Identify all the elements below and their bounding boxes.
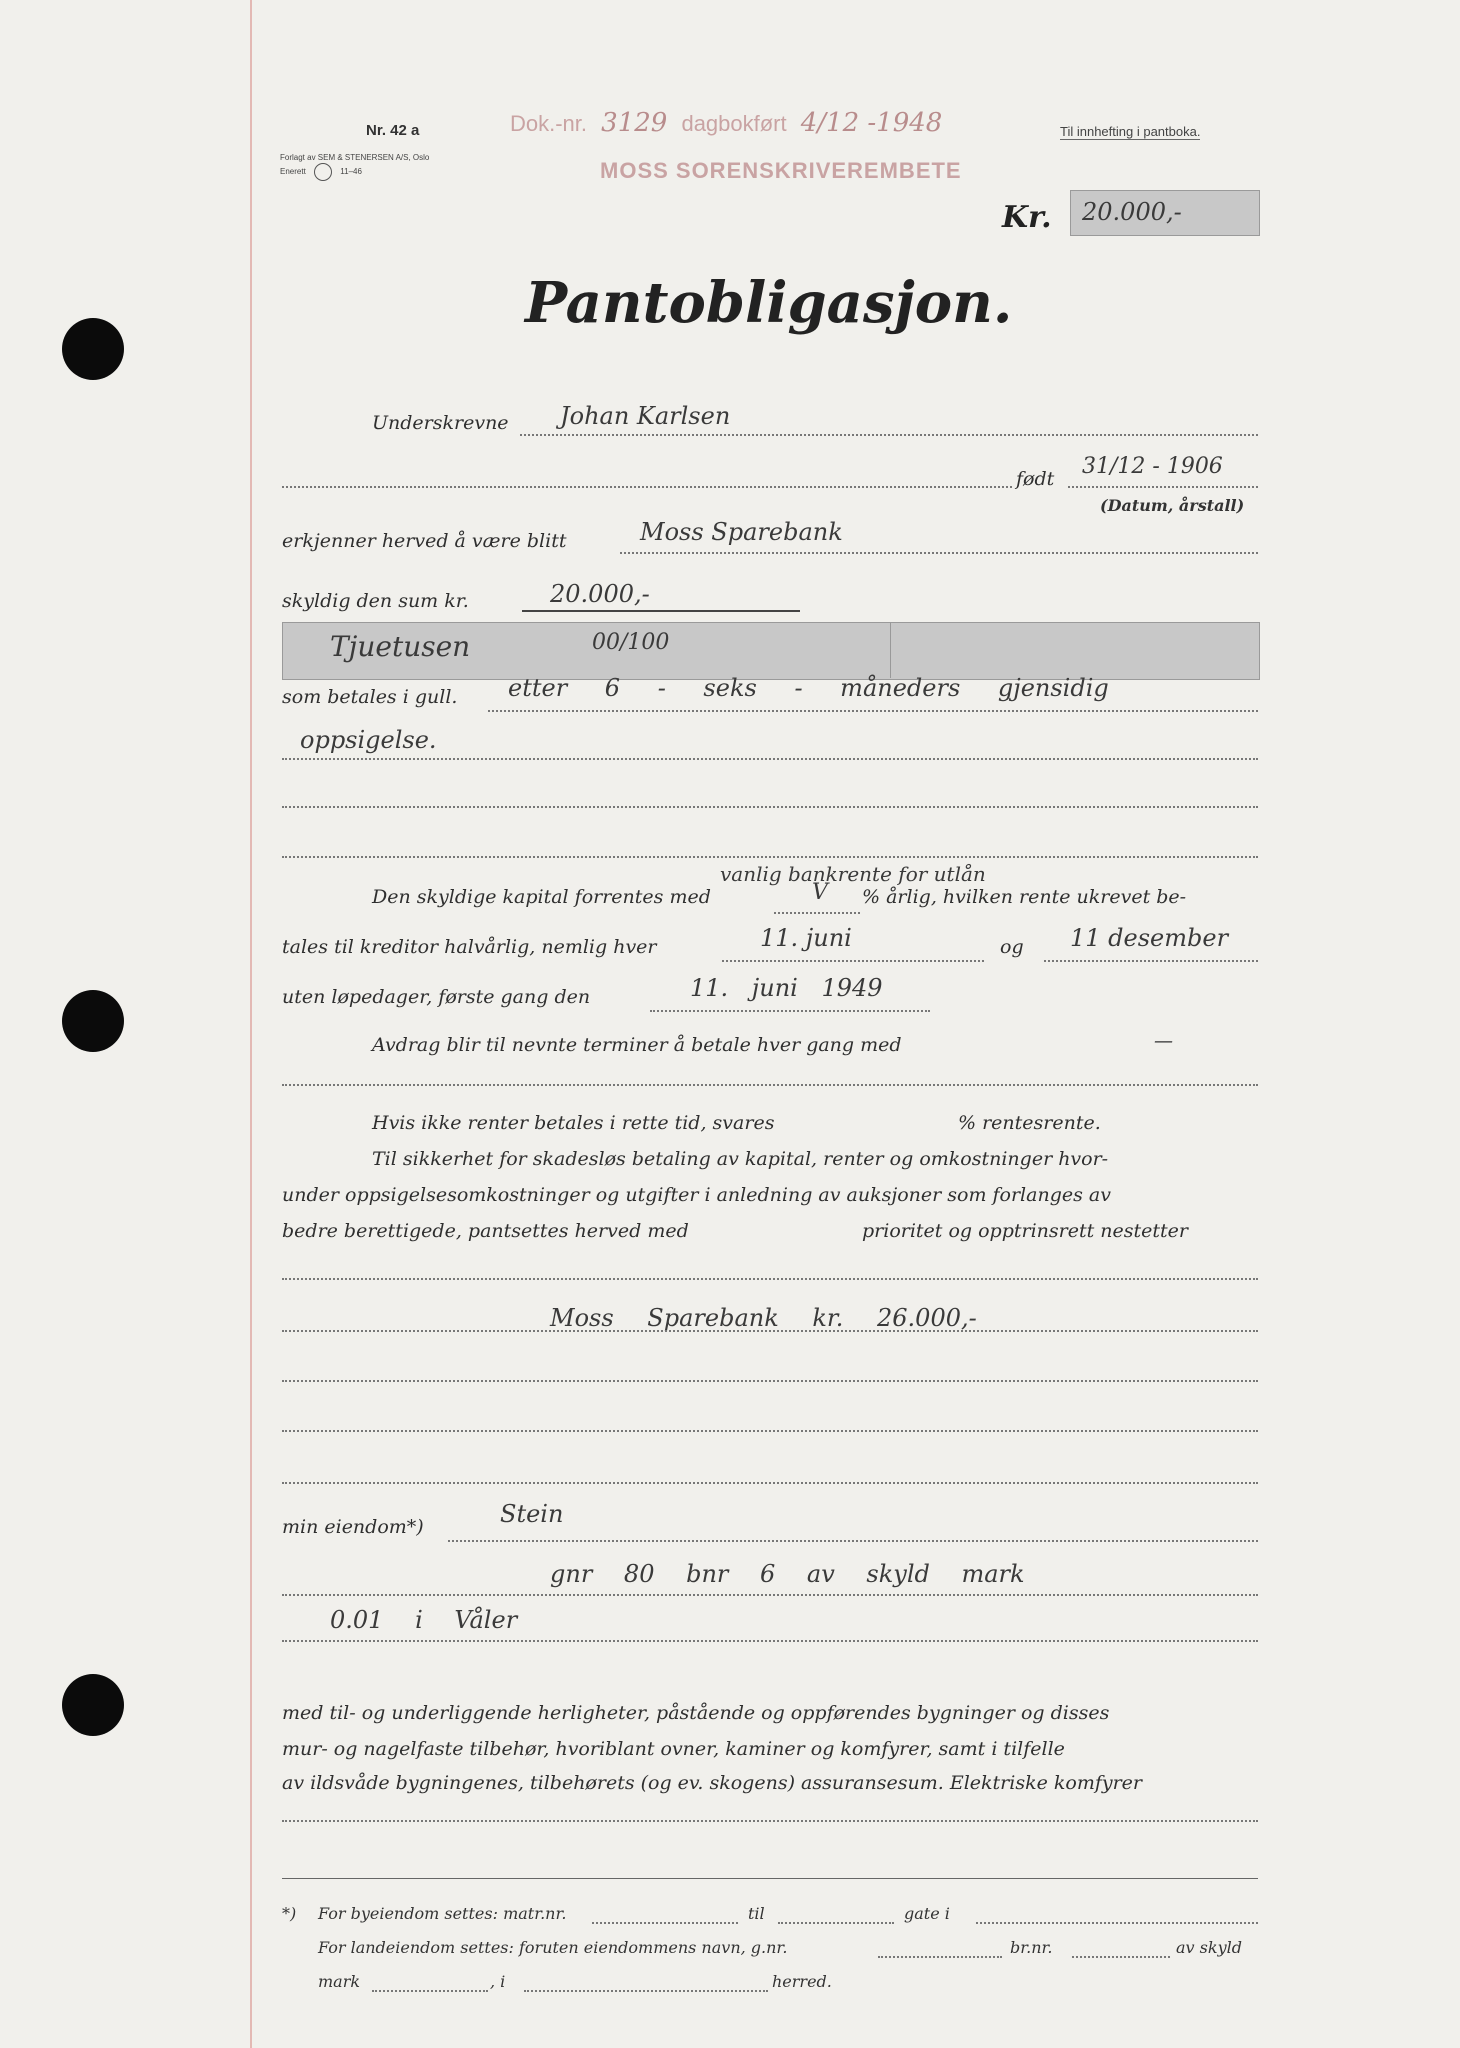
form-number: Nr. 42 a [366,122,420,139]
interest-mark: V [812,880,828,905]
security-line1: Til sikkerhet for skadesløs betaling av kapital, renter og omkostninger hvor- [372,1148,1109,1170]
footnote-line2-c: av skyld [1176,1938,1242,1957]
property-label: min eiendom*) [282,1516,424,1538]
red-margin-line [250,0,252,2048]
creditor-line [620,552,1258,554]
publisher-line: Forlagt av SEM & STENERSEN A/S, Oslo [280,153,430,162]
closing-line1: med til- og underliggende herligheter, påstående og oppførendes bygninger og disses [282,1702,1110,1724]
property-name: Stein [500,1500,564,1528]
interest-line5-a: Hvis ikke renter betales i rette tid, svares [372,1112,775,1134]
footnote-line1-c: gate i [904,1904,950,1923]
punch-hole-2 [62,990,124,1052]
interest-date2-line [1044,960,1258,962]
footnote-line1-a: For byeiendom settes: matr.nr. [318,1904,567,1923]
interest-og: og [1000,936,1024,958]
property-dots-3 [282,1640,1258,1642]
owe-line [522,610,800,612]
payable-value-2: oppsigelse. [300,726,437,754]
amount-value: 20.000,- [1082,198,1182,226]
interest-date1: 11. juni [760,924,852,952]
first-payment-line [650,1010,930,1012]
publisher-imprint [280,152,480,181]
footnote-line3-c: herred. [772,1972,832,1991]
footnote-line3-a: mark [318,1972,361,1991]
interest-line4: Avdrag blir til nevnte terminer å betale hver gang med [372,1034,902,1056]
closing-line3: av ildsvåde bygningenes, tilbehørets (og ev. skogens) assuransesum. Elektriske komfyrer [282,1772,1143,1794]
footnote-dots-3 [976,1922,1258,1924]
amount-words-divider [890,622,891,678]
doc-number: 3129 [601,108,668,138]
born-label: født [1016,468,1055,490]
blank-line-4 [282,1084,1258,1086]
office-stamp: MOSS SORENSKRIVEREMBETE [600,158,962,183]
interest-line3-a: uten løpedager, første gang den [282,986,591,1008]
property-line-1 [448,1540,1258,1542]
born-value: 31/12 - 1906 [1082,454,1223,479]
footnote-dots-6 [372,1990,488,1992]
installment-value: — [1154,1030,1173,1052]
page-title: Pantobligasjon. [525,270,1013,336]
prior-line [282,1330,1258,1332]
footnote-dots-5 [1072,1956,1170,1958]
undersigned-value: Johan Karlsen [560,402,731,430]
footnote-dots-1 [592,1922,738,1924]
interest-rate-line [774,912,860,914]
interest-date1-line [722,960,984,962]
property-line-2: gnr 80 bnr 6 av skyld mark [550,1560,1025,1588]
footnote-dots-7 [524,1990,768,1992]
punch-hole-3 [62,1674,124,1736]
interest-line2-a: tales til kreditor halvårlig, nemlig hver [282,936,657,958]
interest-line1-b: % årlig, hvilken rente ukrevet be- [862,886,1187,908]
footnote-line2-a: For landeiendom settes: foruten eiendommens navn, g.nr. [318,1938,788,1957]
doc-number-stamp [510,108,942,138]
footnote-separator [282,1878,1258,1879]
footnote-dots-2 [778,1922,894,1924]
blank-line-1 [282,486,1012,488]
dagbokfort-label: dagbokført [681,111,787,136]
blank-line-7 [282,1430,1258,1432]
security-line3-b: prioritet og opptrinsrett nestetter [862,1220,1189,1242]
blank-line-3 [282,856,1258,858]
binding-note: Til innhefting i pantboka. [1060,124,1201,139]
publisher-enerett: Enerett [280,167,306,177]
footnote-line1-b: til [748,1904,765,1923]
interest-date2: 11 desember [1070,924,1229,952]
footnote-line3-b: , i [490,1972,506,1991]
blank-line-8 [282,1482,1258,1484]
amount-label: Kr. [1002,200,1052,235]
first-payment-date: 11. juni 1949 [690,974,883,1002]
punch-hole-1 [62,318,124,380]
interest-handnote: vanlig bankrente for utlån [720,862,986,886]
publisher-date: 11–46 [340,167,362,177]
payable-line-2 [282,758,1258,760]
property-line-3: 0.01 i Våler [330,1606,518,1634]
blank-line-6 [282,1380,1258,1382]
payable-label: som betales i gull. [282,686,458,708]
property-dots-2 [282,1594,1258,1596]
amount-fraction: 00/100 [592,630,670,655]
creditor-value: Moss Sparebank [640,518,843,546]
acknowledge-label: erkjenner herved å være blitt [282,530,567,552]
footnote-dots-4 [878,1956,1002,1958]
born-line [1068,486,1258,488]
undersigned-line [520,434,1258,436]
blank-line-5 [282,1278,1258,1280]
closing-dots [282,1820,1258,1822]
publisher-logo [314,163,332,181]
footnote-line2-b: br.nr. [1010,1938,1053,1957]
born-hint: (Datum, årstall) [1100,496,1245,515]
prior-encumbrance: Moss Sparebank kr. 26.000,- [550,1304,977,1332]
security-line2: under oppsigelsesomkostninger og utgifter i anledning av auksjoner som forlanges av [282,1184,1111,1206]
interest-line1-a: Den skyldige kapital forrentes med [372,886,711,908]
amount-words: Tjuetusen [330,630,471,663]
footnote-star: *) [282,1904,297,1923]
owe-value: 20.000,- [550,580,650,608]
doc-label: Dok.-nr. [510,111,588,136]
interest-line5-b: % rentesrente. [958,1112,1101,1134]
undersigned-label: Underskrevne [372,412,509,434]
payable-value: etter 6 - seks - måneders gjensidig [508,674,1109,702]
blank-line-2 [282,806,1258,808]
dagbokfort-date: 4/12 -1948 [800,108,943,138]
payable-line [488,710,1258,712]
owe-label: skyldig den sum kr. [282,590,469,612]
security-line3-a: bedre berettigede, pantsettes herved med [282,1220,689,1242]
closing-line2: mur- og nagelfaste tilbehør, hvoriblant ovner, kaminer og komfyrer, samt i tilfelle [282,1738,1065,1760]
